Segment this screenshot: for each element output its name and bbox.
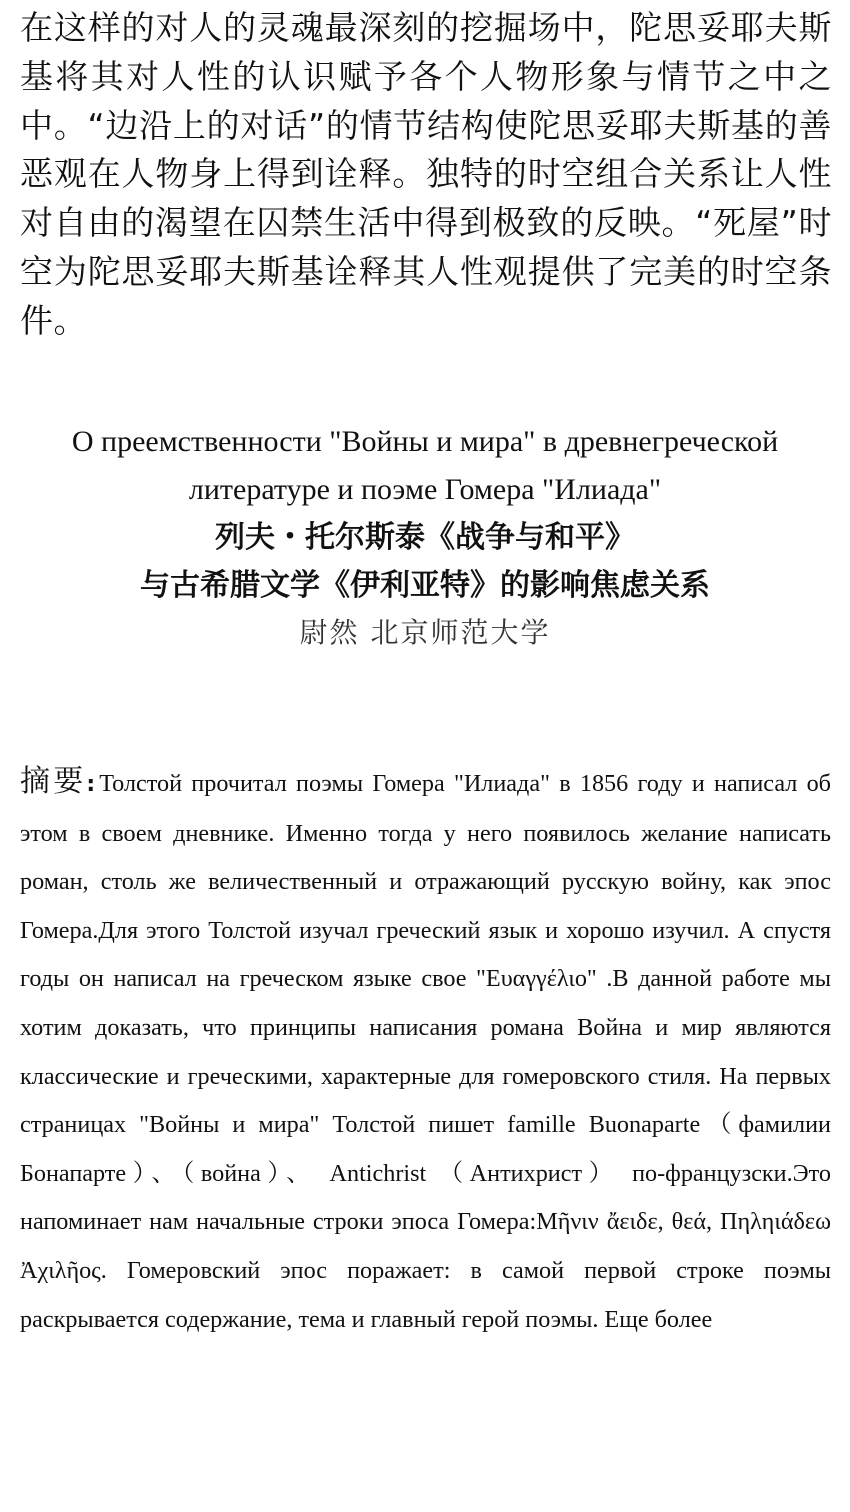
article-title-zh-line2: 与古希腊文学《伊利亚特》的影响焦虑关系 [140,568,710,603]
abstract-text: Толстой прочитал поэмы Гомера "Илиада" в 1856 году и написал об этом в своем дневнике. Именно тогда у него появилось желание написать роман, столь же величественный и отражающий русскую войну, как эпос Гомера.Для этого Толстой изучал греческий язык и хорошо изучил. А спустя годы он написал на греческом языке свое "Ευαγγέλιο" .В данной работе мы хотим доказать, что принципы написания романа Война и мир являются классические и греческими, характерные для гомеровского стиля. На первых страницах "Войны и мира" Толстой пишет famille Buonaparte（фамилии Бонапарте）、（война）、 Antichrist （Антихрист） по-французски.Это напоминает нам начальные строки эпоса Гомера:Μῆνιν ἄειδε, θεά, Πηληιάδεω Ἀχιλῆος. Гомеровский эпос поражает: в самой первой строке поэмы раскрывается содержание, тема и главный герой поэмы. Еще более [20,770,831,1333]
abstract-label: 摘要 [20,764,87,799]
article-author: 尉然 北京师范大学 [299,616,551,649]
intro-paragraph: 在这样的对人的灵魂最深刻的挖掘场中，陀思妥耶夫斯基将其对人性的认识赋予各个人物形象与情节之中之中。“边沿上的对话”的情节结构使陀思妥耶夫斯基的善恶观在人物身上得到诠释。独特的时空组合关系让人性对自由的渴望在囚禁生活中得到极致的反映。“死屋”时空为陀思妥耶夫斯基诠释其人性观提供了完美的时空条件。 [20,8,832,340]
article-header [20,418,830,656]
abstract-paragraph [20,758,831,1344]
abstract-colon: : [86,772,96,797]
article-title-zh-line1: 列夫・托尔斯泰《战争与和平》 [215,520,635,555]
article-title-ru: О преемственности "Войны и мира" в древнегреческой литературе и поэме Гомера "Илиада" [71,425,779,506]
